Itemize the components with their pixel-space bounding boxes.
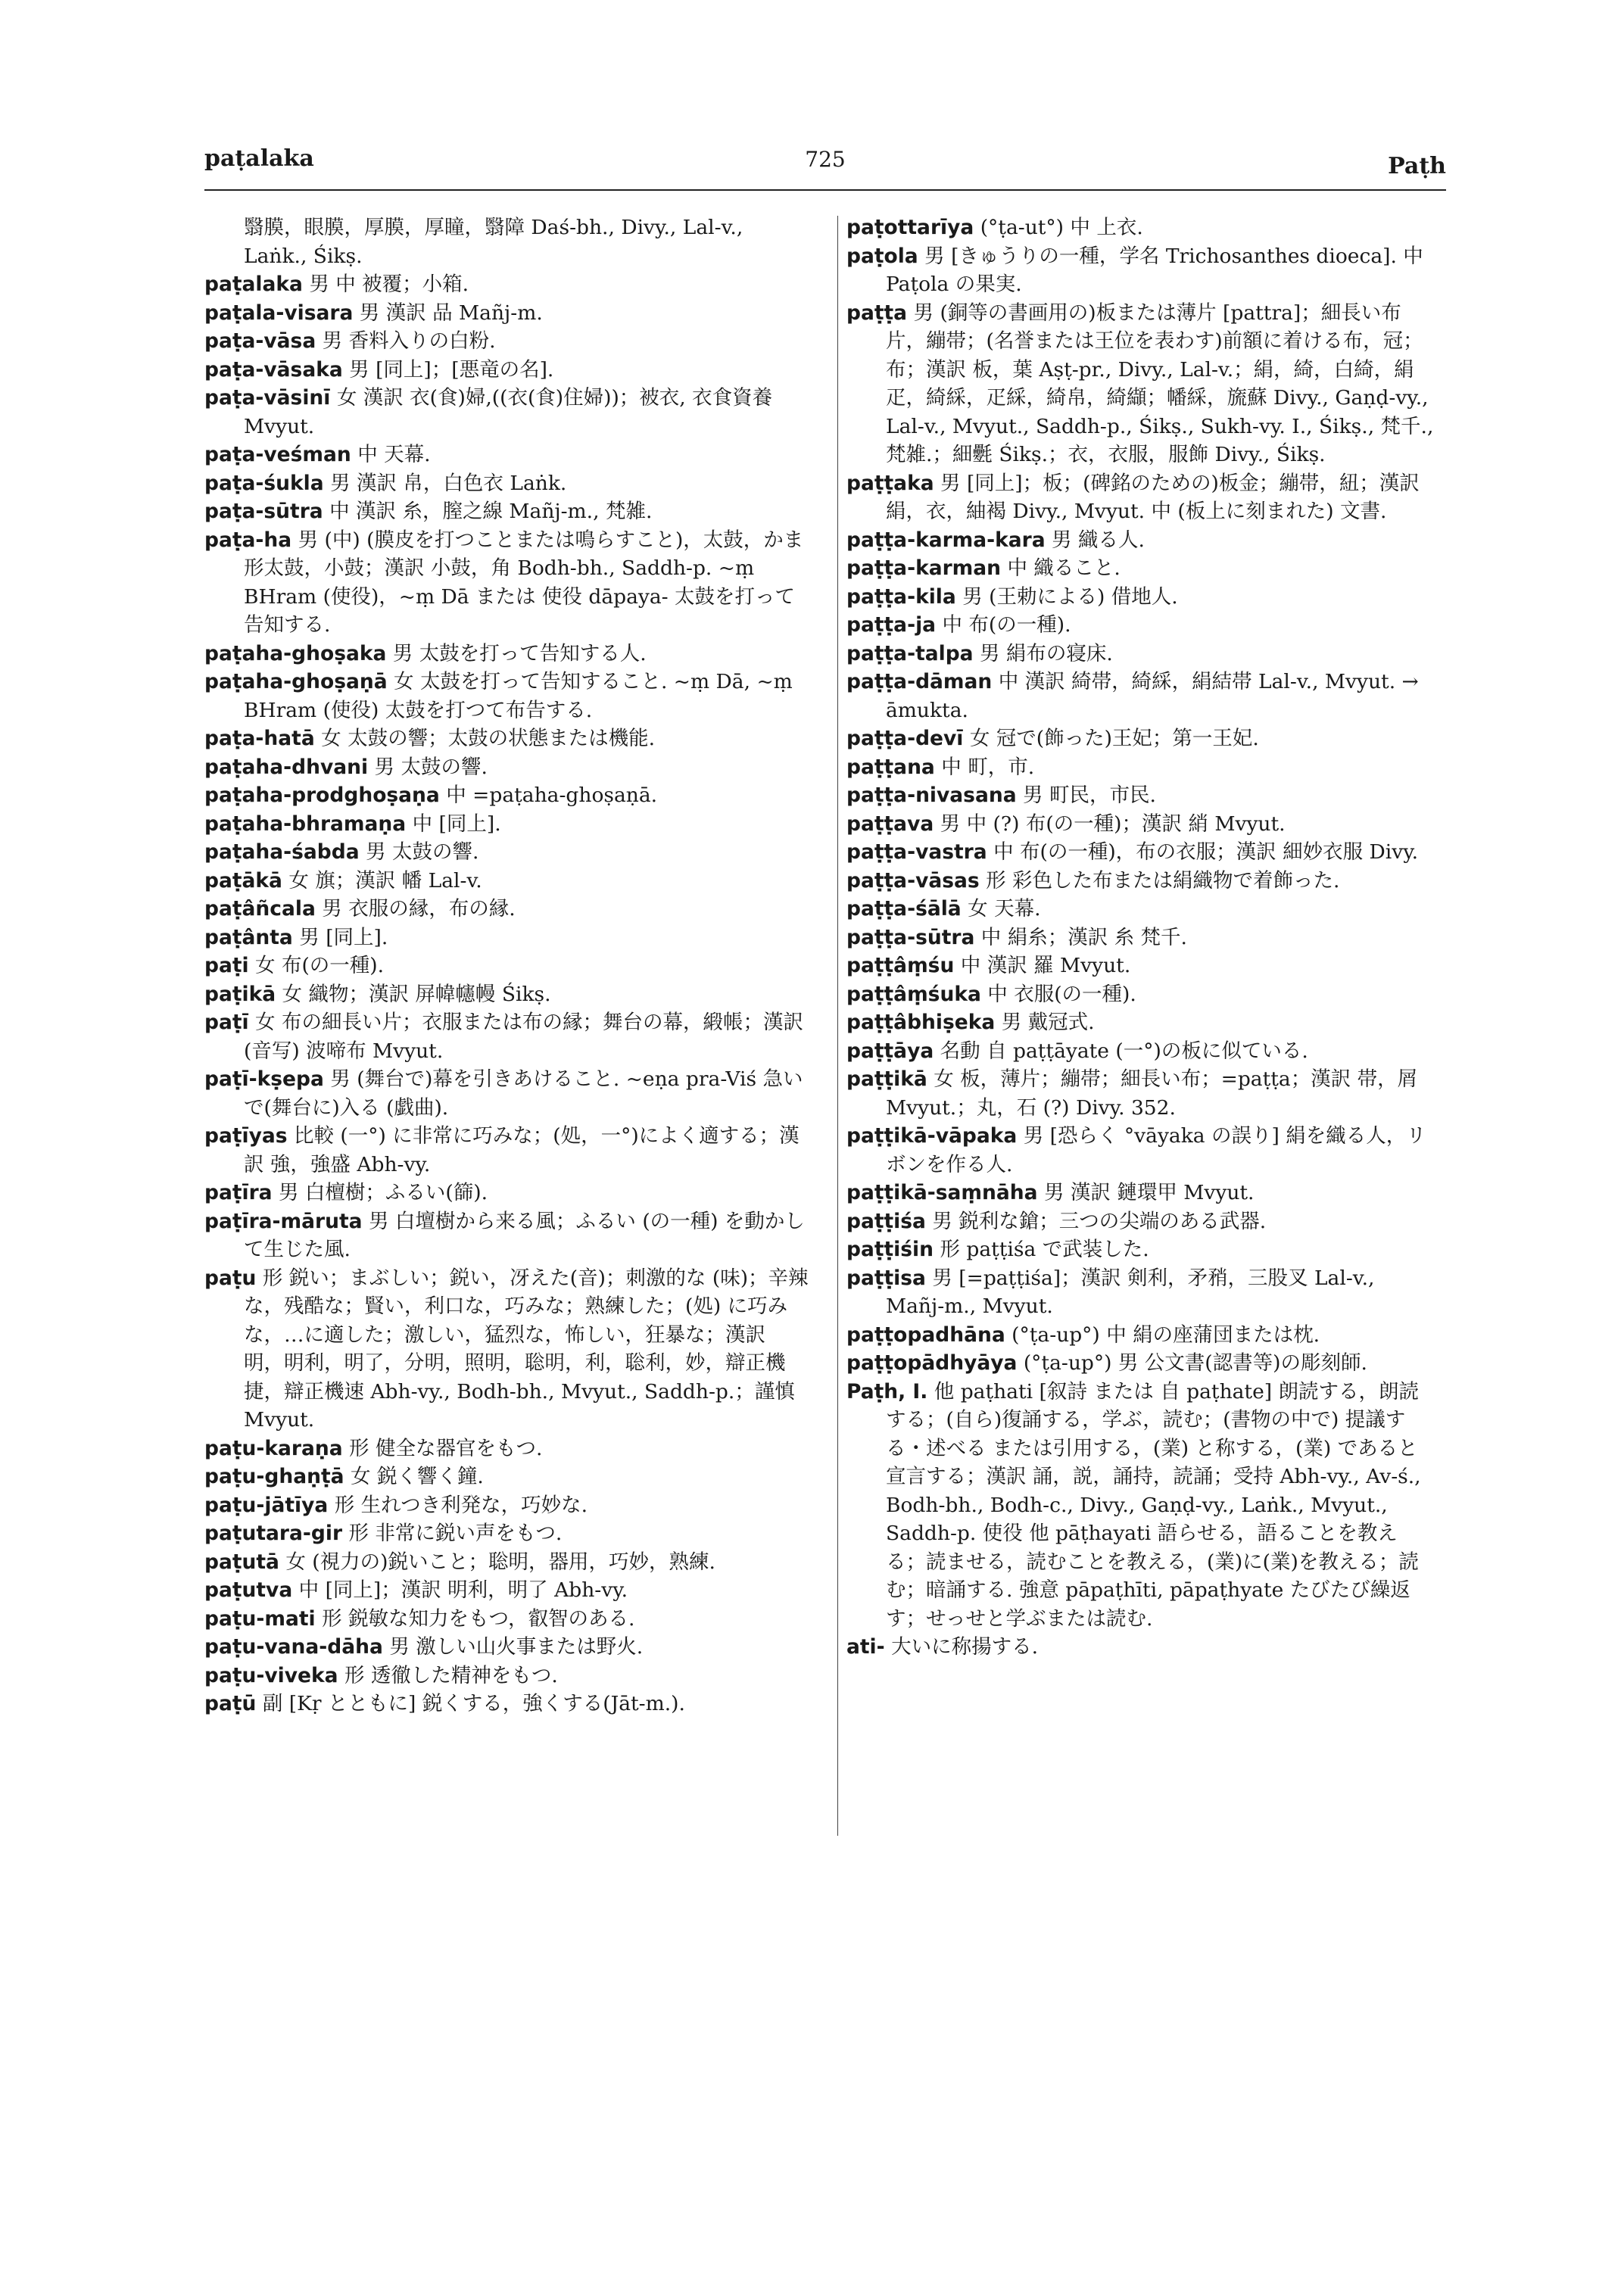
- header-guide-word-right: Paṭh: [1388, 153, 1446, 179]
- entry-definition: 形 鋭敏な知力をもつ，叡智のある.: [322, 1606, 635, 1631]
- dictionary-entry: [846, 895, 1437, 924]
- dictionary-entry: [204, 1207, 810, 1264]
- dictionary-entry: [204, 1576, 810, 1605]
- dictionary-entry: [204, 1179, 810, 1207]
- entry-headword: paṭṭa-devī: [846, 727, 964, 750]
- entry-headword: paṭū: [204, 1692, 257, 1715]
- entry-headword: paṭaha-prodghoṣaṇa: [204, 784, 440, 807]
- entry-definition: 男 [同上]；板；(碑銘のための)板金；繃帯，紐；漢訳 絹，衣，紬褐 Divy., Mvyut. 中 (板上に刻まれた) 文書.: [886, 471, 1420, 523]
- entry-definition: 男 [同上]；[悪竜の名].: [349, 357, 554, 382]
- dictionary-entry: [846, 952, 1437, 980]
- dictionary-entry: [204, 980, 810, 1009]
- entry-definition: 男 激しい山火事または野火.: [389, 1635, 644, 1659]
- entry-definition: 形 彩色した布または絹織物で着飾った.: [986, 868, 1340, 893]
- entry-definition: 男 織る人.: [1052, 528, 1145, 552]
- entry-headword: paṭṭana: [846, 755, 935, 779]
- page-number: 725: [805, 147, 846, 172]
- header-rule: [204, 189, 1446, 191]
- entry-headword: paṭṭaka: [846, 471, 934, 495]
- dictionary-entry: [846, 980, 1437, 1009]
- entry-definition: 形 鋭い；まぶしい；鋭い，冴えた(音)；刺激的な (味)；辛辣な，残酷な；賢い，利口な，巧みな；熟練した；(処) に巧みな，…に適した；激しい，猛烈な，怖しい，狂暴な；漢訳 明，明利，明了，分明，照明，聡明，利，聡利，妙，辯正機捷，辯正機速 Abh-vy., Bodh-bh., Mvyut., Saddh-p.；謹慎 Mvyut.: [244, 1266, 809, 1432]
- entry-definition: 中 絹糸；漢訳 糸 梵千.: [980, 925, 1187, 949]
- entry-headword: paṭṭa-talpa: [846, 641, 974, 665]
- entry-headword: paṭutara-gir: [204, 1522, 343, 1545]
- entry-definition: 男 中 (?) 布(の一種)；漢訳 綃 Mvyut.: [940, 812, 1286, 836]
- entry-definition: 女 旗；漢訳 幡 Lal-v.: [288, 868, 482, 893]
- entry-headword: ati-: [846, 1635, 885, 1659]
- dictionary-entry: [204, 299, 810, 328]
- entry-headword: paṭṭiśa: [846, 1209, 926, 1233]
- dictionary-entry: [846, 724, 1437, 753]
- dictionary-entry: [846, 611, 1437, 640]
- entry-headword: paṭaha-śabda: [204, 840, 360, 864]
- entry-definition: 男 [=paṭṭiśa]；漢訳 剣利，矛矟，三股叉 Lal-v., Mañj-m., Mvyut.: [886, 1266, 1375, 1318]
- entry-definition: 男 [同上].: [299, 925, 388, 949]
- entry-headword: paṭṭâṃśuka: [846, 982, 981, 1006]
- dictionary-entry: [204, 213, 810, 270]
- entry-headword: paṭṭa-ja: [846, 613, 937, 637]
- entry-headword: paṭṭisa: [846, 1266, 926, 1290]
- entry-headword: paṭīyas: [204, 1124, 288, 1148]
- dictionary-entry: [204, 781, 810, 810]
- dictionary-entry: [204, 724, 810, 753]
- dictionary-entry: [846, 583, 1437, 612]
- entry-definition: 比較 (一°) に非常に巧みな；(処，一°)によく適する；漢訳 強，強盛 Abh-vy.: [244, 1124, 800, 1176]
- entry-headword: paṭa-veśman: [204, 443, 351, 466]
- dictionary-entry: [846, 242, 1437, 299]
- dictionary-entry: [204, 640, 810, 668]
- entry-headword: paṭṭa-śālā: [846, 897, 962, 921]
- entry-definition: 男 白檀樹；ふるい(篩).: [279, 1181, 488, 1204]
- entry-headword: paṭṭa-vastra: [846, 840, 987, 864]
- entry-headword: paṭṭava: [846, 812, 934, 836]
- dictionary-entry: [846, 213, 1437, 242]
- entry-definition: 男 衣服の縁，布の縁.: [322, 897, 516, 921]
- entry-definition: 男 漢訳 鏈環甲 Mvyut.: [1043, 1181, 1255, 1204]
- entry-definition: 男 白壇樹から来る風；ふるい (の一種) を動かして生じた風.: [244, 1209, 805, 1261]
- entry-definition: 他 paṭhati [叙詩 または 自 paṭhate] 朗読する，朗読する；(自ら)復誦する，学ぶ，読む；(書物の中で) 提議する・述べる または引用する，(業) と称する，(業) であると宣言する；漢訳 誦，説，誦持，読誦；受持 Abh-vy., Av-ś., Bodh-bh., Bodh-c., Divy., Gaṇḍ-vy., Laṅk., Mvyut., Saddh-p. 使役 他 pāṭhayati 語らせる，語ることを教える；読ませる，読むことを教える，(業)に(業)を教える；読む；暗誦する. 強意 pāpaṭhīti, pāpaṭhyate たびたび繰返す；せっせと学ぶまたは読む.: [886, 1379, 1421, 1631]
- entry-definition: 男 [きゅうりの一種，学名 Trichosanthes dioeca]. 中 Paṭola の果実.: [886, 244, 1423, 296]
- entry-headword: paṭī: [204, 1011, 249, 1034]
- entry-definition: 女 板，薄片；繃帯；細長い布；=paṭṭa；漢訳 帯，屑 Mvyut.；丸，石 (?) Divy. 352.: [886, 1067, 1418, 1120]
- entry-definition: 男 漢訳 品 Mañj-m.: [359, 301, 543, 325]
- dictionary-entry: [846, 1378, 1437, 1634]
- dictionary-entry: [846, 1235, 1437, 1264]
- dictionary-entry: [204, 1605, 810, 1634]
- entry-headword: paṭa-sūtra: [204, 500, 323, 523]
- dictionary-entry: [846, 526, 1437, 555]
- entry-definition: 女 漢訳 衣(食)婦,((衣(食)住婦))；被衣, 衣食資養 Mvyut.: [244, 386, 773, 438]
- entry-headword: paṭṭa-kila: [846, 584, 956, 609]
- dictionary-entry: [846, 640, 1437, 668]
- dictionary-entry: [204, 1662, 810, 1690]
- entry-definition: 男 太鼓の響.: [366, 840, 479, 864]
- dictionary-entry: [204, 924, 810, 952]
- entry-definition: 形 生れつき利発な，巧妙な.: [334, 1493, 588, 1517]
- dictionary-entry: [204, 838, 810, 867]
- entry-definition: 男 鋭利な鎗；三つの尖端のある武器.: [932, 1209, 1267, 1233]
- entry-headword: paṭu: [204, 1266, 257, 1290]
- dictionary-entry: [204, 441, 810, 469]
- dictionary-entry: [204, 1122, 810, 1179]
- entry-headword: paṭola: [846, 244, 918, 268]
- entry-definition: 形 健全な器官をもつ.: [349, 1436, 543, 1460]
- entry-definition: 中 [同上].: [412, 812, 501, 836]
- entry-headword: paṭânta: [204, 925, 293, 949]
- entry-headword: paṭṭikā-vāpaka: [846, 1124, 1018, 1148]
- dictionary-entry: [846, 867, 1437, 896]
- entry-headword: paṭṭa-vāsas: [846, 868, 980, 893]
- entry-headword: paṭṭiśin: [846, 1238, 934, 1261]
- entry-definition: 男 町民，市民.: [1023, 784, 1156, 807]
- entry-headword: paṭa-vāsinī: [204, 386, 331, 410]
- dictionary-entry: [846, 1179, 1437, 1207]
- entry-definition: 女 鋭く響く鐘.: [350, 1465, 484, 1488]
- entry-definition: 男 (銅等の書画用の)板または薄片 [pattra]；細長い布片，繃帯；(名誉または王位を表わす)前額に着ける布，冠；布；漢訳 板，葉 Aṣṭ-pr., Divy., Lal-v.；絹，綺，白綺，絹疋，綺綵，疋綵，綺帛，綺纈；幡綵，旒蘇 Divy., Gaṇḍ-vy., Lal-v., Mvyut., Saddh-p., Śikṣ., Sukh-vy. I., Śikṣ., 梵千., 梵雑.；細氎 Śikṣ.；衣，衣服，服飾 Divy., Śikṣ.: [886, 301, 1434, 466]
- entry-headword: paṭaha-ghoṣaka: [204, 641, 387, 665]
- entry-definition: 女 (視力の)鋭いこと；聡明，器用，巧妙，熟練.: [285, 1550, 715, 1574]
- entry-headword: paṭu-vana-dāha: [204, 1635, 383, 1659]
- dictionary-entry: [204, 668, 810, 724]
- entry-definition: 女 天幕.: [968, 897, 1041, 921]
- entry-definition: 副 [Kṛ とともに] 鋭くする，強くする(Jāt-m.).: [262, 1692, 685, 1715]
- entry-definition: 男 中 被覆；小箱.: [309, 273, 469, 296]
- entry-definition: 男 [恐らく °vāyaka の誤り] 絹を織る人，リボンを作る人.: [886, 1124, 1426, 1176]
- entry-definition: 中 漢訳 綺帯，綺綵，絹結帯 Lal-v., Mvyut. → āmukta.: [886, 670, 1419, 722]
- dictionary-entry: [846, 753, 1437, 782]
- entry-headword: paṭṭa: [846, 301, 908, 325]
- dictionary-entry: [204, 1633, 810, 1662]
- right-column: [846, 213, 1437, 1662]
- dictionary-entry: [204, 810, 810, 839]
- dictionary-entry: [204, 1008, 810, 1065]
- entry-definition: 中 布(の一種)，布の衣服；漢訳 細妙衣服 Divy.: [993, 840, 1419, 864]
- entry-definition: (°ṭa-up°) 男 公文書(認書等)の彫刻師.: [1023, 1351, 1367, 1375]
- dictionary-entry: [846, 810, 1437, 839]
- dictionary-entry: [204, 1065, 810, 1122]
- dictionary-entry: [204, 270, 810, 299]
- dictionary-entry: [846, 469, 1437, 526]
- entry-headword: paṭīra-māruta: [204, 1209, 363, 1233]
- dictionary-entry: [204, 1264, 810, 1435]
- entry-definition: 女 太鼓を打って告知すること. ~ṃ Dā, ~ṃ BHram (使役) 太鼓を打つて布告する.: [244, 670, 793, 722]
- entry-definition: 男 (中) (膜皮を打つことまたは鳴らすこと)，太鼓，かま形太鼓，小鼓；漢訳 小鼓，角 Bodh-bh., Saddh-p. ~ṃ BHram (使役)，~ṃ Dā または 使役 dāpaya- 太鼓を打って告知する.: [244, 528, 804, 637]
- entry-headword: Paṭh, I.: [846, 1379, 928, 1404]
- entry-headword: paṭṭâṃśu: [846, 954, 955, 977]
- entry-definition: 女 太鼓の響；太鼓の状態または機能.: [321, 727, 655, 750]
- entry-headword: paṭalaka: [204, 273, 303, 296]
- dictionary-entry: [846, 299, 1437, 469]
- column-divider: [837, 216, 838, 1836]
- dictionary-entry: [204, 1690, 810, 1718]
- entry-headword: paṭottarīya: [846, 216, 974, 239]
- dictionary-entry: [204, 497, 810, 526]
- entry-definition: 中 漢訳 羅 Mvyut.: [960, 954, 1131, 977]
- entry-headword: paṭa-hatā: [204, 727, 315, 750]
- dictionary-entry: [846, 781, 1437, 810]
- dictionary-entry: [204, 895, 810, 924]
- entry-definition: 中 衣服(の一種).: [987, 982, 1136, 1006]
- dictionary-entry: [846, 554, 1437, 583]
- entry-definition: 男 太鼓の響.: [374, 755, 488, 779]
- entry-definition: 女 布(の一種).: [255, 954, 385, 977]
- dictionary-entry: [204, 867, 810, 896]
- entry-headword: paṭala-visara: [204, 301, 354, 325]
- entry-headword: paṭṭa-sūtra: [846, 925, 975, 949]
- entry-definition: 女 織物；漢訳 屏幃幰幔 Śikṣ.: [282, 982, 551, 1006]
- entry-definition: 女 布の細長い片；衣服または布の縁；舞台の幕，緞帳；漢訳 (音写) 波啼布 Mvyut.: [244, 1011, 803, 1063]
- dictionary-entry: [204, 327, 810, 356]
- dictionary-entry: [204, 1463, 810, 1491]
- entry-headword: paṭa-ha: [204, 528, 292, 552]
- entry-definition: 形 透徹した精神をもつ.: [344, 1663, 558, 1687]
- entry-headword: paṭâñcala: [204, 897, 316, 921]
- entry-definition: 中 [同上]；漢訳 明利，明了 Abh-vy.: [298, 1578, 628, 1602]
- entry-headword: paṭṭikā-saṃnāha: [846, 1181, 1038, 1204]
- entry-headword: paṭutva: [204, 1578, 293, 1602]
- dictionary-entry: [204, 1548, 810, 1577]
- entry-headword: paṭikā: [204, 982, 276, 1006]
- entry-headword: paṭu-ghaṇṭā: [204, 1465, 344, 1488]
- entry-definition: 中 布(の一種).: [942, 613, 1071, 637]
- dictionary-entry: [846, 1633, 1437, 1662]
- dictionary-entry: [846, 1264, 1437, 1321]
- entry-definition: 形 非常に鋭い声をもつ.: [348, 1522, 563, 1545]
- dictionary-entry: [204, 952, 810, 980]
- dictionary-entry: [204, 356, 810, 385]
- entry-headword: paṭṭâbhiṣeka: [846, 1011, 996, 1034]
- entry-headword: paṭi: [204, 954, 249, 977]
- entry-headword: paṭākā: [204, 868, 282, 893]
- entry-definition: 男 (舞台で)幕を引きあけること. ~eṇa pra-Viś 急いで(舞台に)入る (戯曲).: [244, 1067, 803, 1120]
- dictionary-entry: [846, 1122, 1437, 1179]
- entry-headword: paṭutā: [204, 1550, 279, 1574]
- entry-headword: paṭa-vāsa: [204, 329, 316, 353]
- entry-headword: paṭa-vāsaka: [204, 357, 343, 382]
- dictionary-entry: [204, 753, 810, 782]
- entry-definition: 大いに称揚する.: [891, 1635, 1039, 1659]
- dictionary-entry: [204, 1491, 810, 1520]
- entry-definition: 中 天幕.: [357, 443, 431, 466]
- entry-definition: 男 太鼓を打って告知する人.: [392, 641, 647, 665]
- dictionary-entry: [204, 384, 810, 441]
- entry-headword: paṭu-jātīya: [204, 1493, 329, 1517]
- entry-definition: (°ṭa-ut°) 中 上衣.: [980, 216, 1143, 239]
- entry-headword: paṭaha-ghoṣaṇā: [204, 670, 388, 693]
- dictionary-entry: [846, 1065, 1437, 1122]
- entry-headword: paṭu-viveka: [204, 1663, 338, 1687]
- entry-definition: 中 漢訳 糸，膣之線 Mañj-m., 梵雑.: [329, 500, 653, 523]
- dictionary-entry: [204, 526, 810, 640]
- entry-headword: paṭīra: [204, 1181, 273, 1204]
- dictionary-entry: [204, 1435, 810, 1463]
- dictionary-entry: [204, 1519, 810, 1548]
- entry-headword: paṭu-mati: [204, 1606, 316, 1631]
- entry-headword: paṭa-śukla: [204, 471, 324, 495]
- entry-definition: 男 (王勅による) 借地人.: [962, 584, 1178, 609]
- entry-definition: 中 町，市.: [941, 755, 1035, 779]
- entry-headword: paṭṭopadhāna: [846, 1323, 1005, 1347]
- header-guide-word-left: paṭalaka: [204, 145, 314, 172]
- entry-headword: paṭṭa-karman: [846, 556, 1002, 580]
- entry-headword: paṭṭa-karma-kara: [846, 528, 1046, 552]
- entry-definition: 男 戴冠式.: [1001, 1011, 1095, 1034]
- dictionary-entry: [846, 1349, 1437, 1378]
- entry-headword: paṭu-karaṇa: [204, 1436, 343, 1460]
- entry-definition: 男 絹布の寝床.: [980, 641, 1113, 665]
- dictionary-entry: [846, 838, 1437, 867]
- dictionary-entry: [846, 1321, 1437, 1350]
- entry-definition: 名動 自 paṭṭāyate (一°)の板に似ている.: [940, 1039, 1308, 1063]
- entry-headword: paṭaha-dhvani: [204, 755, 369, 779]
- entry-headword: paṭṭa-dāman: [846, 670, 993, 693]
- entry-definition: 男 香料入りの白粉.: [322, 329, 496, 353]
- left-column: [204, 213, 810, 1718]
- entry-definition: 形 paṭṭiśa で武装した.: [940, 1238, 1149, 1261]
- dictionary-entry: [846, 1037, 1437, 1066]
- entry-headword: paṭaha-bhramaṇa: [204, 812, 407, 836]
- dictionary-entry: [204, 469, 810, 498]
- entry-definition: (°ṭa-up°) 中 絹の座蒲団または枕.: [1011, 1323, 1320, 1347]
- dictionary-entry: [846, 1008, 1437, 1037]
- entry-headword: paṭṭikā: [846, 1067, 927, 1091]
- entry-headword: paṭṭopādhyāya: [846, 1351, 1018, 1375]
- entry-definition: 中 織ること.: [1007, 556, 1121, 580]
- page-header: [204, 145, 1446, 191]
- dictionary-entry: [846, 668, 1437, 724]
- entry-definition: 中 =paṭaha-ghoṣaṇā.: [446, 784, 658, 807]
- dictionary-entry: [846, 1207, 1437, 1236]
- entry-definition: 女 冠で(飾った)王妃；第一王妃.: [969, 727, 1259, 750]
- entry-headword: paṭṭāya: [846, 1039, 934, 1063]
- entry-definition: 男 漢訳 帛，白色衣 Laṅk.: [330, 471, 567, 495]
- entry-headword: paṭṭa-nivasana: [846, 784, 1017, 807]
- dictionary-entry: [846, 924, 1437, 952]
- entry-headword: paṭī-kṣepa: [204, 1067, 324, 1091]
- entry-definition: 翳膜，眼膜，厚膜，厚瞳，翳障 Daś-bh., Divy., Lal-v., Laṅk., Śikṣ.: [244, 216, 743, 268]
